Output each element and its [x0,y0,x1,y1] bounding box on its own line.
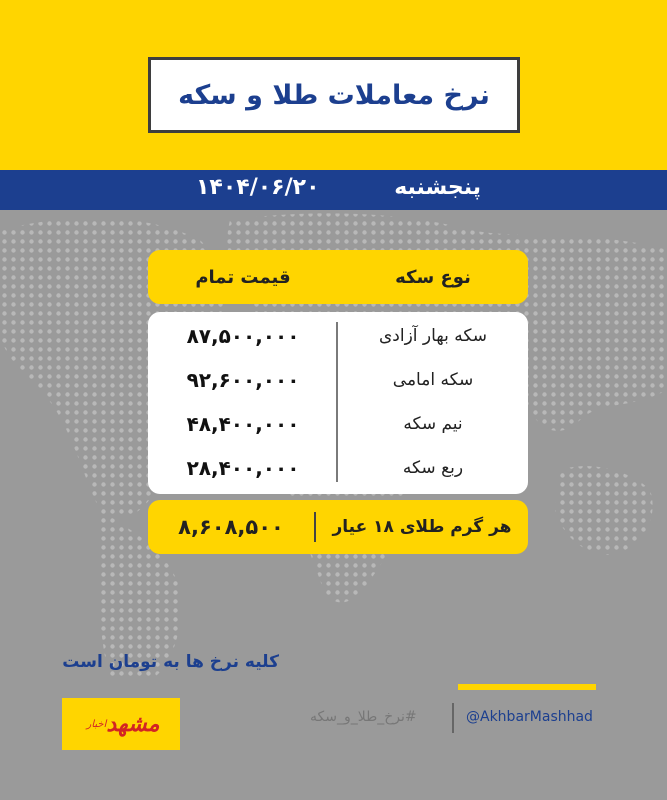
coin-price: ۹۲,۶۰۰,۰۰۰ [186,368,300,392]
table-row [148,446,528,490]
social-handle-link[interactable]: @AkhbarMashhad [466,709,593,725]
header-price: قیمت تمام [195,266,291,288]
table-row [148,358,528,402]
coin-name: سکه بهار آزادی [378,326,488,346]
gold-price: ۸,۶۰۸,۵۰۰ [178,515,284,539]
title-box [148,57,520,133]
footer-divider [452,703,454,733]
coin-name: نیم سکه [403,414,463,434]
gold-price-row [148,500,528,554]
date-band [0,170,667,210]
page-title: نرخ معاملات طلا و سکه [178,79,490,111]
coin-price: ۸۷,۵۰۰,۰۰۰ [186,324,300,348]
date: ۱۴۰۴/۰۶/۲۰ [196,175,320,200]
gold-label: هر گرم طلای ۱۸ عیار [332,517,512,537]
table-row [148,314,528,358]
weekday: پنجشنبه [394,175,481,200]
footer-accent-line [458,684,596,690]
hashtag-link[interactable]: #نرخ_طلا_و_سکه [310,709,417,725]
akhbar-mashhad-logo [62,698,180,750]
currency-note: کلیه نرخ ها به تومان است [62,652,279,672]
coin-price-table [148,250,528,494]
header-coin-type: نوع سکه [395,266,471,288]
logo-text-mashhad: مشهد [106,711,160,737]
logo-text-akhbar: اخبار [86,718,107,730]
coin-price: ۲۸,۴۰۰,۰۰۰ [186,456,300,480]
column-divider [336,322,338,482]
coin-name: سکه امامی [392,370,474,390]
table-row [148,402,528,446]
coin-price: ۴۸,۴۰۰,۰۰۰ [186,412,300,436]
gold-divider [314,512,316,542]
table-body [148,312,528,494]
coin-name: ربع سکه [402,458,464,478]
table-header [148,250,528,304]
